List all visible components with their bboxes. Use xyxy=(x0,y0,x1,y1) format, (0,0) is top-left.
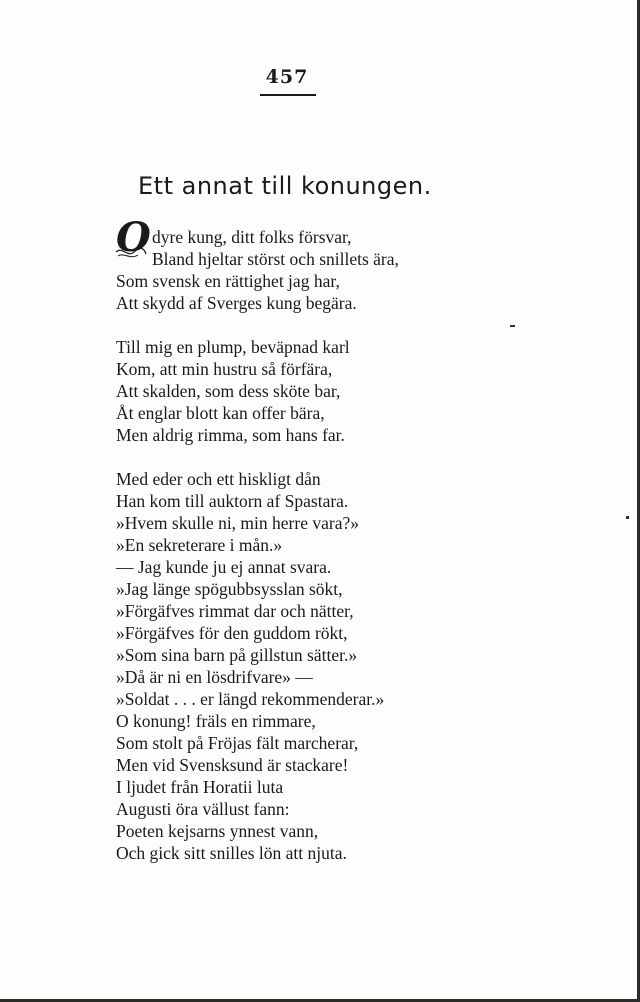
poem-line: Åt englar blott kan offer bära, xyxy=(116,403,325,423)
poem-body xyxy=(116,226,616,864)
poem-line: — Jag kunde ju ej annat svara. xyxy=(116,557,332,577)
stanza-2 xyxy=(116,336,616,446)
poem-line: O konung! fräls en rimmare, xyxy=(116,711,316,731)
poem-line: »Soldat . . . er längd rekommenderar.» xyxy=(116,689,385,709)
poem-line: Men aldrig rimma, som hans far. xyxy=(116,425,345,445)
dropcap-letter: O xyxy=(116,214,151,261)
poem-title: Ett annat till konungen. xyxy=(138,172,432,200)
scan-speck xyxy=(626,516,629,519)
poem-line: »En sekreterare i mån.» xyxy=(116,535,283,555)
poem-line: »Jag länge spögubbsysslan sökt, xyxy=(116,579,343,599)
poem-line: Med eder och ett hiskligt dån xyxy=(116,469,321,489)
poem-line: Han kom till auktorn af Spastara. xyxy=(116,491,349,511)
poem-line: Att skydd af Sverges kung begära. xyxy=(116,293,357,313)
poem-line: Att skalden, som dess sköte bar, xyxy=(116,381,341,401)
poem-line: Som svensk en rättighet jag har, xyxy=(116,271,340,291)
poem-line: Poeten kejsarns ynnest vann, xyxy=(116,821,319,841)
poem-line: Bland hjeltar störst och snillets ära, xyxy=(152,249,399,269)
poem-line: Till mig en plump, beväpnad karl xyxy=(116,337,350,357)
poem-line: Kom, att min hustru så förfära, xyxy=(116,359,333,379)
stanza-1 xyxy=(116,226,616,314)
poem-line: I ljudet från Horatii luta xyxy=(116,777,284,797)
poem-line: »Hvem skulle ni, min herre vara?» xyxy=(116,513,359,533)
page-number: 457 xyxy=(265,66,309,88)
poem-line: »Förgäfves för den guddom rökt, xyxy=(116,623,348,643)
scan-speck xyxy=(510,325,515,327)
stanza-3 xyxy=(116,468,616,864)
poem-line: »Då är ni en lösdrifvare» — xyxy=(116,667,313,687)
poem-line: Som stolt på Fröjas fält marcherar, xyxy=(116,733,359,753)
poem-line: »Förgäfves rimmat dar och nätter, xyxy=(116,601,354,621)
poem-line: Men vid Svensksund är stackare! xyxy=(116,755,349,775)
poem-line: »Som sina barn på gillstun sätter.» xyxy=(116,645,358,665)
poem-line: Och gick sitt snilles lön att njuta. xyxy=(116,843,347,863)
poem-line: Augusti öra vällust fann: xyxy=(116,799,290,819)
poem-line: dyre kung, ditt folks försvar, xyxy=(152,227,352,247)
page-number-underline xyxy=(260,94,316,96)
